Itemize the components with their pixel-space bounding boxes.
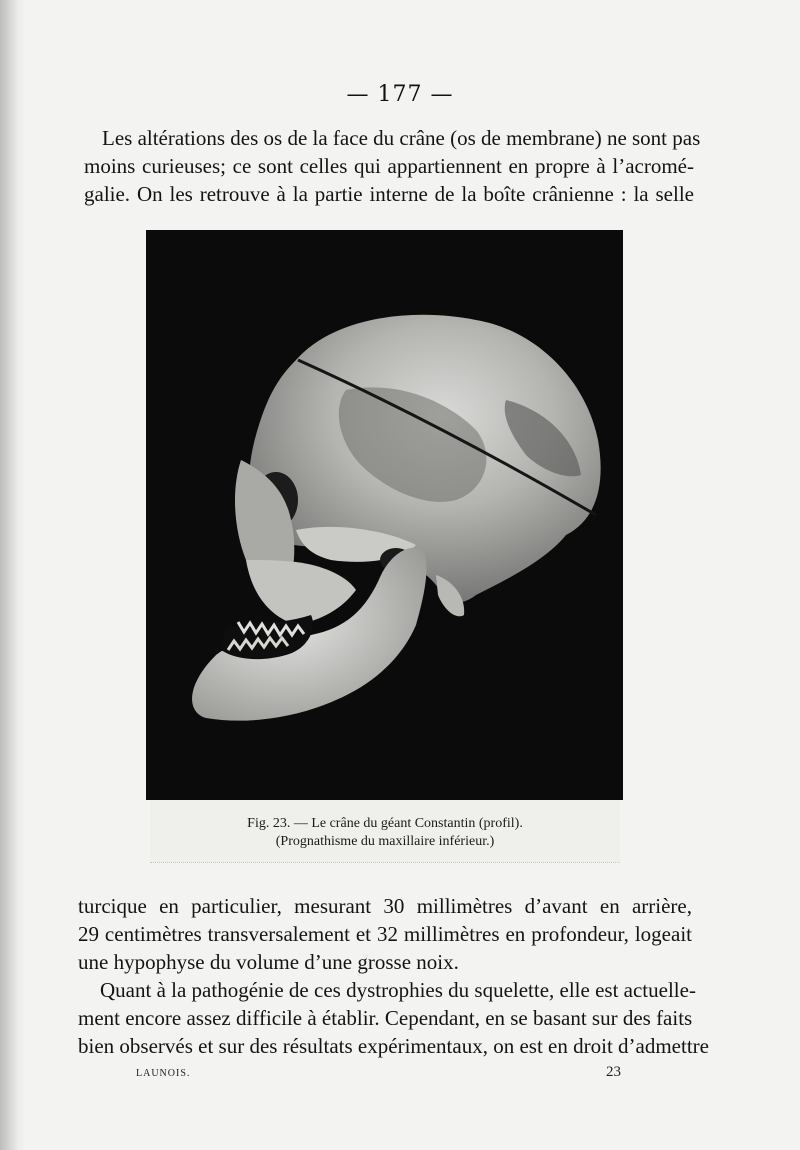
text-line: 29 centimètres transversalement et 32 millimètres en profondeur, logeait [78,922,692,946]
caption-title: Fig. 23. — Le crâne du géant Constantin (profil). [247,816,523,831]
skull-profile-image [146,230,623,800]
page-edge-shadow [0,0,26,1150]
caption-subtitle: (Prognathisme du maxillaire inférieur.) [275,834,495,849]
text-line: moins curieuses; ce sont celles qui appartiennent en propre à l’acromé- [84,154,694,178]
page-number: — 177 — [346,82,454,107]
text-line: Les altérations des os de la face du crâne (os de membrane) ne sont pas [102,126,701,150]
skull-photograph [146,230,623,800]
text-line: ment encore assez difficile à établir. Cependant, en se basant sur des faits [78,1006,693,1030]
text-line: turcique en particulier, mesurant 30 millimètres d’avant en arrière, [78,894,692,918]
text-line: une hypophyse du volume d’une grosse noix. [78,950,459,974]
figure-caption [150,800,620,863]
footer-author: LAUNOIS. [136,1068,191,1079]
footer-signature: 23 [606,1064,621,1080]
text-line: Quant à la pathogénie de ces dystrophies du squelette, elle est actuelle- [100,978,696,1002]
text-line: galie. On les retrouve à la partie interne de la boîte crânienne : la selle [84,182,694,206]
paragraph-top [84,124,701,208]
text-line: bien observés et sur des résultats expérimentaux, on est en droit d’admettre [78,1034,709,1058]
paragraph-bottom [78,892,709,1060]
